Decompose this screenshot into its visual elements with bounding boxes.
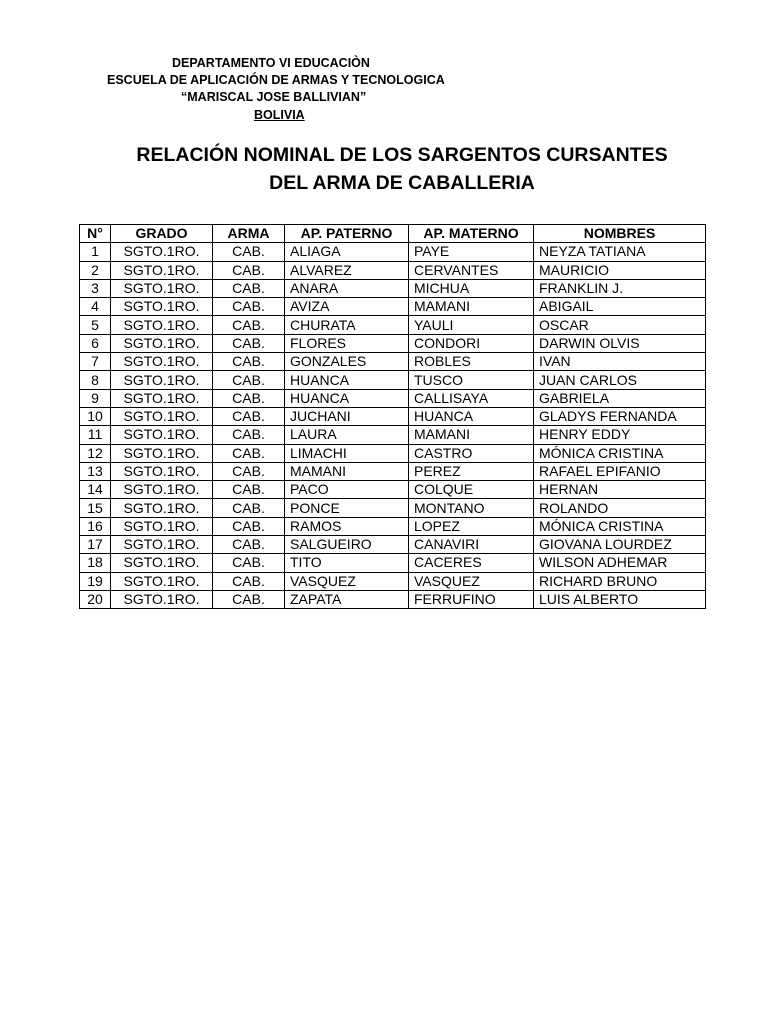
table-row [80, 426, 706, 444]
column-header-names: NOMBRES [534, 225, 706, 243]
cell-number: 8 [80, 371, 111, 389]
cell-maternal-surname: TUSCO [409, 371, 534, 389]
cell-paternal-surname: SALGUEIRO [285, 536, 409, 554]
cell-maternal-surname: VASQUEZ [409, 572, 534, 590]
cell-names: IVAN [534, 353, 706, 371]
table-row [80, 353, 706, 371]
cell-grado: SGTO.1RO. [111, 371, 213, 389]
cell-paternal-surname: MAMANI [285, 462, 409, 480]
column-header-grado: GRADO [111, 225, 213, 243]
cell-names: MÓNICA CRISTINA [534, 517, 706, 535]
table-row [80, 371, 706, 389]
cell-names: RAFAEL EPIFANIO [534, 462, 706, 480]
cell-number: 20 [80, 590, 111, 608]
cell-maternal-surname: CASTRO [409, 444, 534, 462]
table-row [80, 481, 706, 499]
cell-number: 17 [80, 536, 111, 554]
cell-arma: CAB. [213, 554, 285, 572]
table-row [80, 572, 706, 590]
table-row [80, 407, 706, 425]
cell-arma: CAB. [213, 316, 285, 334]
cell-maternal-surname: HUANCA [409, 407, 534, 425]
column-header-maternal-surname: AP. MATERNO [409, 225, 534, 243]
cell-number: 5 [80, 316, 111, 334]
cell-names: ABIGAIL [534, 298, 706, 316]
document-title-line-2: DEL ARMA DE CABALLERIA [269, 172, 535, 194]
table-row [80, 444, 706, 462]
cell-grado: SGTO.1RO. [111, 517, 213, 535]
cell-arma: CAB. [213, 279, 285, 297]
table-header-row [80, 225, 706, 243]
cell-names: OSCAR [534, 316, 706, 334]
cell-arma: CAB. [213, 536, 285, 554]
roster-table [79, 224, 706, 609]
cell-grado: SGTO.1RO. [111, 334, 213, 352]
cell-maternal-surname: CERVANTES [409, 261, 534, 279]
cell-names: GABRIELA [534, 389, 706, 407]
table-row [80, 334, 706, 352]
cell-number: 13 [80, 462, 111, 480]
cell-grado: SGTO.1RO. [111, 499, 213, 517]
cell-arma: CAB. [213, 371, 285, 389]
cell-number: 14 [80, 481, 111, 499]
cell-names: RICHARD BRUNO [534, 572, 706, 590]
cell-arma: CAB. [213, 517, 285, 535]
cell-number: 12 [80, 444, 111, 462]
cell-maternal-surname: PAYE [409, 243, 534, 261]
table-row [80, 316, 706, 334]
cell-maternal-surname: CACERES [409, 554, 534, 572]
cell-number: 7 [80, 353, 111, 371]
cell-maternal-surname: LOPEZ [409, 517, 534, 535]
cell-arma: CAB. [213, 590, 285, 608]
cell-number: 11 [80, 426, 111, 444]
cell-grado: SGTO.1RO. [111, 298, 213, 316]
cell-paternal-surname: ANARA [285, 279, 409, 297]
cell-arma: CAB. [213, 572, 285, 590]
cell-arma: CAB. [213, 389, 285, 407]
cell-maternal-surname: PEREZ [409, 462, 534, 480]
cell-paternal-surname: ALIAGA [285, 243, 409, 261]
cell-paternal-surname: HUANCA [285, 389, 409, 407]
cell-paternal-surname: HUANCA [285, 371, 409, 389]
cell-names: JUAN CARLOS [534, 371, 706, 389]
cell-maternal-surname: ROBLES [409, 353, 534, 371]
cell-arma: CAB. [213, 407, 285, 425]
cell-grado: SGTO.1RO. [111, 389, 213, 407]
cell-names: ROLANDO [534, 499, 706, 517]
cell-paternal-surname: TITO [285, 554, 409, 572]
table-row [80, 279, 706, 297]
cell-arma: CAB. [213, 353, 285, 371]
cell-names: NEYZA TATIANA [534, 243, 706, 261]
table-row [80, 243, 706, 261]
cell-number: 4 [80, 298, 111, 316]
cell-arma: CAB. [213, 298, 285, 316]
cell-paternal-surname: LAURA [285, 426, 409, 444]
cell-number: 2 [80, 261, 111, 279]
cell-names: MAURICIO [534, 261, 706, 279]
cell-names: HERNAN [534, 481, 706, 499]
cell-maternal-surname: MICHUA [409, 279, 534, 297]
cell-names: HENRY EDDY [534, 426, 706, 444]
cell-number: 3 [80, 279, 111, 297]
cell-number: 10 [80, 407, 111, 425]
table-row [80, 499, 706, 517]
cell-arma: CAB. [213, 334, 285, 352]
cell-paternal-surname: GONZALES [285, 353, 409, 371]
cell-maternal-surname: YAULI [409, 316, 534, 334]
cell-paternal-surname: PONCE [285, 499, 409, 517]
cell-names: DARWIN OLVIS [534, 334, 706, 352]
cell-number: 1 [80, 243, 111, 261]
cell-grado: SGTO.1RO. [111, 243, 213, 261]
table-row [80, 554, 706, 572]
cell-maternal-surname: FERRUFINO [409, 590, 534, 608]
cell-grado: SGTO.1RO. [111, 481, 213, 499]
cell-names: FRANKLIN J. [534, 279, 706, 297]
cell-maternal-surname: MAMANI [409, 298, 534, 316]
cell-paternal-surname: LIMACHI [285, 444, 409, 462]
roster-table-body [80, 243, 706, 609]
cell-number: 19 [80, 572, 111, 590]
table-row [80, 298, 706, 316]
cell-maternal-surname: MAMANI [409, 426, 534, 444]
cell-names: WILSON ADHEMAR [534, 554, 706, 572]
cell-paternal-surname: FLORES [285, 334, 409, 352]
cell-number: 6 [80, 334, 111, 352]
cell-grado: SGTO.1RO. [111, 279, 213, 297]
cell-arma: CAB. [213, 426, 285, 444]
cell-names: GIOVANA LOURDEZ [534, 536, 706, 554]
table-row [80, 590, 706, 608]
cell-arma: CAB. [213, 481, 285, 499]
cell-names: LUIS ALBERTO [534, 590, 706, 608]
table-row [80, 389, 706, 407]
cell-number: 15 [80, 499, 111, 517]
cell-names: GLADYS FERNANDA [534, 407, 706, 425]
cell-grado: SGTO.1RO. [111, 536, 213, 554]
cell-paternal-surname: JUCHANI [285, 407, 409, 425]
cell-paternal-surname: CHURATA [285, 316, 409, 334]
cell-maternal-surname: COLQUE [409, 481, 534, 499]
cell-names: MÓNICA CRISTINA [534, 444, 706, 462]
cell-number: 9 [80, 389, 111, 407]
column-header-arma: ARMA [213, 225, 285, 243]
cell-grado: SGTO.1RO. [111, 572, 213, 590]
cell-paternal-surname: VASQUEZ [285, 572, 409, 590]
cell-paternal-surname: RAMOS [285, 517, 409, 535]
cell-grado: SGTO.1RO. [111, 462, 213, 480]
cell-maternal-surname: CALLISAYA [409, 389, 534, 407]
cell-maternal-surname: CONDORI [409, 334, 534, 352]
cell-paternal-surname: ZAPATA [285, 590, 409, 608]
cell-grado: SGTO.1RO. [111, 444, 213, 462]
school-name-heading: “MARISCAL JOSE BALLIVIAN” [181, 90, 367, 104]
cell-arma: CAB. [213, 243, 285, 261]
cell-paternal-surname: AVIZA [285, 298, 409, 316]
cell-grado: SGTO.1RO. [111, 353, 213, 371]
cell-arma: CAB. [213, 462, 285, 480]
cell-grado: SGTO.1RO. [111, 590, 213, 608]
cell-number: 18 [80, 554, 111, 572]
cell-arma: CAB. [213, 499, 285, 517]
cell-arma: CAB. [213, 444, 285, 462]
column-header-number: N° [80, 225, 111, 243]
cell-paternal-surname: PACO [285, 481, 409, 499]
table-row [80, 517, 706, 535]
table-row [80, 536, 706, 554]
table-row [80, 261, 706, 279]
document-title-line-1: RELACIÓN NOMINAL DE LOS SARGENTOS CURSANTES [136, 144, 668, 166]
cell-grado: SGTO.1RO. [111, 554, 213, 572]
table-row [80, 462, 706, 480]
cell-arma: CAB. [213, 261, 285, 279]
column-header-paternal-surname: AP. PATERNO [285, 225, 409, 243]
cell-number: 16 [80, 517, 111, 535]
cell-maternal-surname: CANAVIRI [409, 536, 534, 554]
cell-maternal-surname: MONTANO [409, 499, 534, 517]
cell-paternal-surname: ALVAREZ [285, 261, 409, 279]
country-heading: BOLIVIA [254, 108, 305, 122]
department-heading: DEPARTAMENTO VI EDUCACIÒN [172, 56, 370, 70]
school-heading: ESCUELA DE APLICACIÓN DE ARMAS Y TECNOLOGICA [107, 73, 445, 87]
cell-grado: SGTO.1RO. [111, 426, 213, 444]
cell-grado: SGTO.1RO. [111, 407, 213, 425]
cell-grado: SGTO.1RO. [111, 316, 213, 334]
cell-grado: SGTO.1RO. [111, 261, 213, 279]
